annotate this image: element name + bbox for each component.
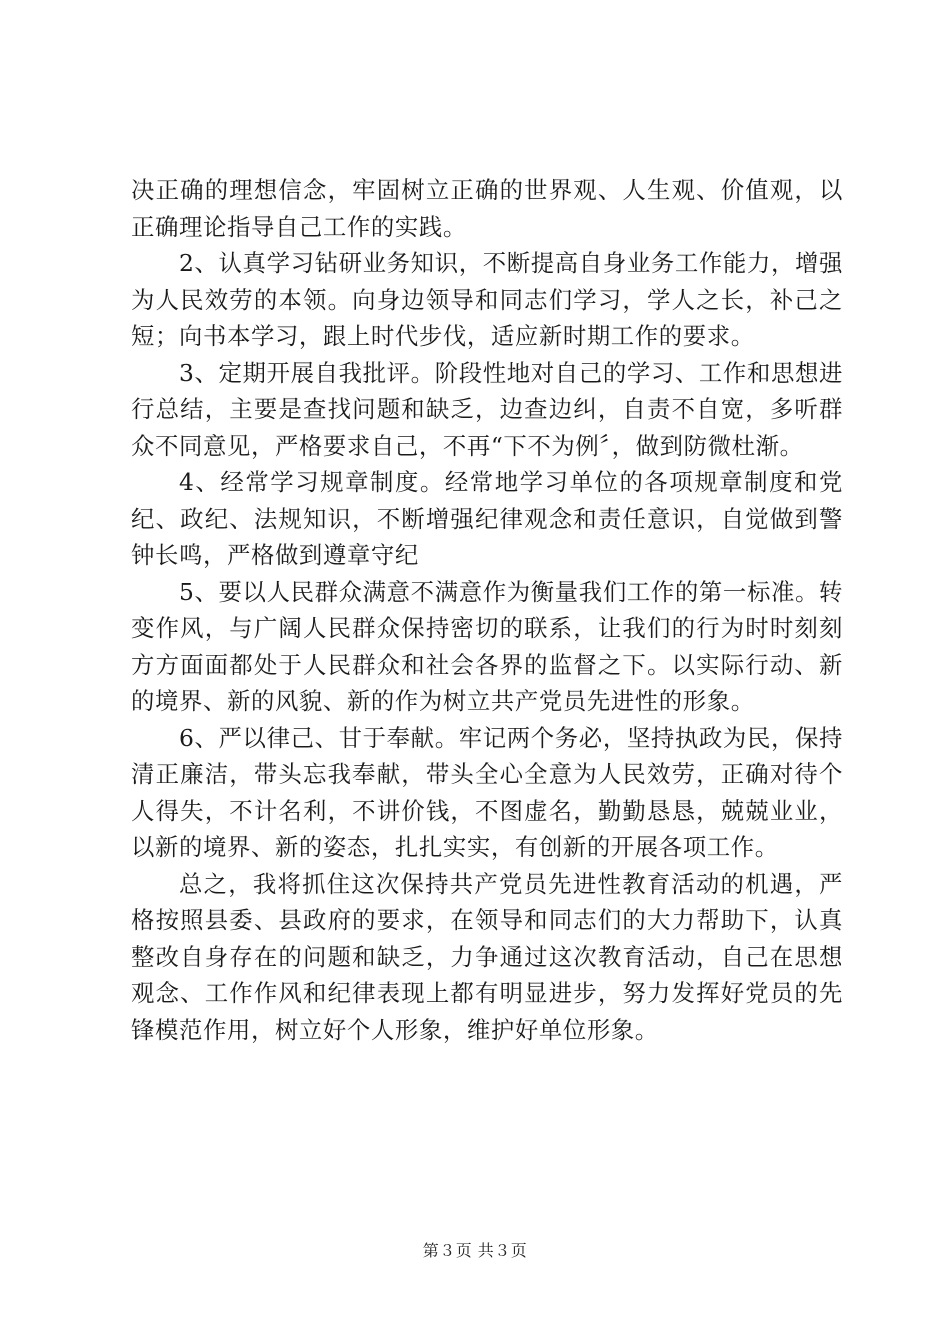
paragraph-item-2: 2、认真学习钻研业务知识，不断提高自身业务工作能力，增强为人民效劳的本领。向身边领导和同志们学习，学人之长，补己之短；向书本学习，跟上时代步伐，适应新时期工作的要求。 <box>131 249 843 350</box>
document-body <box>131 172 843 1048</box>
paragraph-item-6: 6、严以律己、甘于奉献。牢记两个务必，坚持执政为民，保持清正廉洁，带头忘我奉献，带头全心全意为人民效劳，正确对待个人得失，不计名利，不讲价钱，不图虚名，勤勤恳恳，兢兢业业，以新的境界、新的姿态，扎扎实实，有创新的开展各项工作。 <box>131 723 843 861</box>
paragraph-item-5: 5、要以人民群众满意不满意作为衡量我们工作的第一标准。转变作风，与广阔人民群众保持密切的联系，让我们的行为时时刻刻方方面面都处于人民群众和社会各界的监督之下。以实际行动、新的境界、新的风貌、新的作为树立共产党员先进性的形象。 <box>131 577 843 715</box>
paragraph-item-3: 3、定期开展自我批评。阶段性地对自己的学习、工作和思想进行总结，主要是查找问题和缺乏，边查边纠，自责不自宽，多听群众不同意见，严格要求自己，不再“下不为例〞，做到防微杜渐。 <box>131 358 843 460</box>
page-number-footer: 第３页 共３页 <box>422 1241 528 1260</box>
paragraph-continuation: 决正确的理想信念，牢固树立正确的世界观、人生观、价值观，以正确理论指导自己工作的实践。 <box>131 176 843 241</box>
paragraph-conclusion: 总之，我将抓住这次保持共产党员先进性教育活动的机遇，严格按照县委、县政府的要求，在领导和同志们的大力帮助下，认真整改自身存在的问题和缺乏，力争通过这次教育活动，自己在思想观念、工作作风和纪律表现上都有明显进步，努力发挥好党员的先锋模范作用，树立好个人形象，维护好单位形象。 <box>131 869 843 1044</box>
paragraph-item-4: 4、经常学习规章制度。经常地学习单位的各项规章制度和党纪、政纪、法规知识，不断增强纪律观念和责任意识，自觉做到警钟长鸣，严格做到遵章守纪 <box>131 468 843 569</box>
